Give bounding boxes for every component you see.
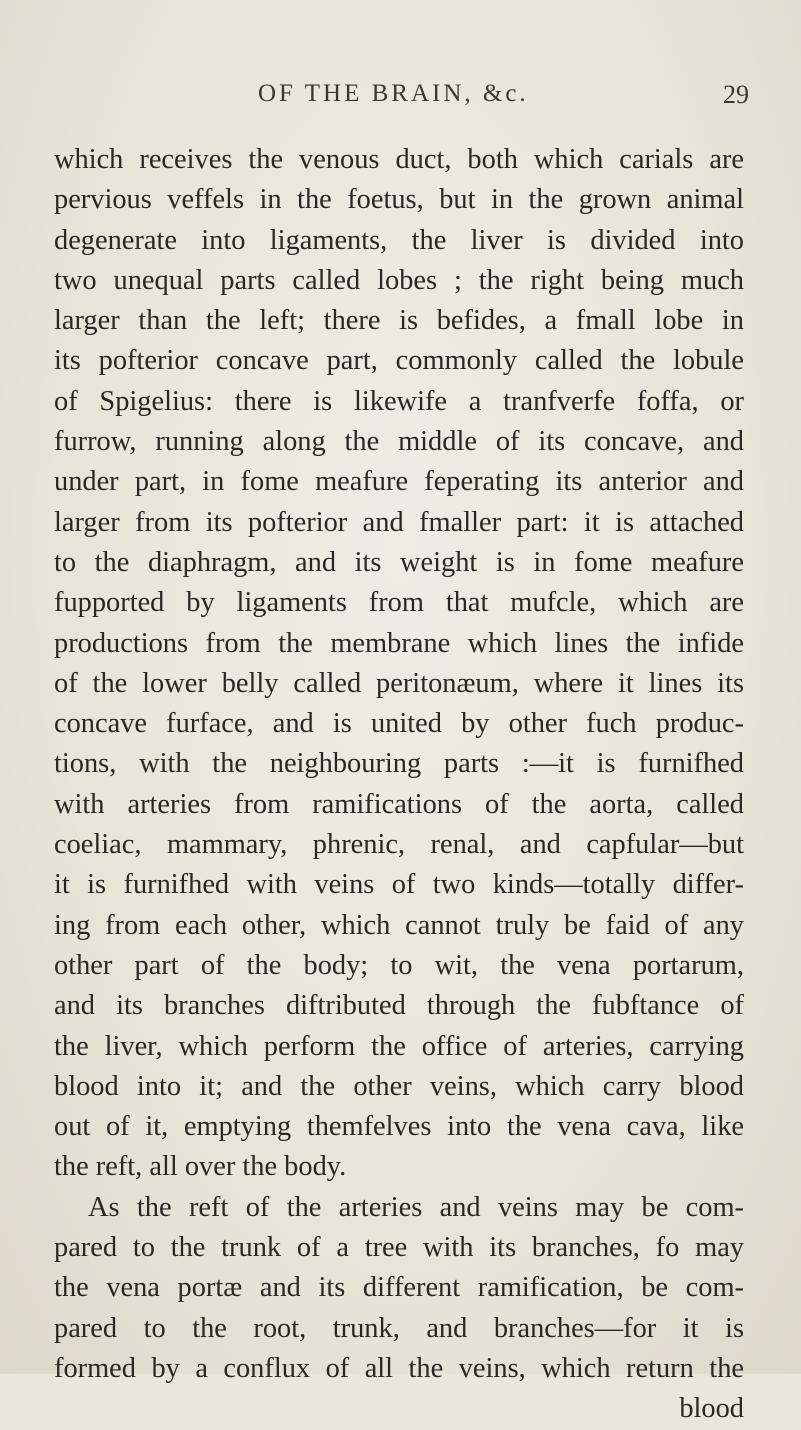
text-line: its pofterior concave part, commonly called the lobule xyxy=(54,345,744,377)
text-line: of Spigelius: there is likewife a tranfverfe foffa, or xyxy=(54,385,744,417)
text-line: which receives the venous duct, both which carials are xyxy=(54,144,744,175)
body-text xyxy=(54,140,744,1430)
text-line: other part of the body; to wit, the vena portarum, xyxy=(54,949,744,981)
text-line: coeliac, mammary, phrenic, renal, and capfular—but xyxy=(54,829,744,861)
text-line: As the reft of the arteries and veins may be com- xyxy=(88,1191,744,1223)
text-line: blood into it; and the other veins, which carry blood xyxy=(54,1070,744,1102)
text-line: of the lower belly called peritonæum, where it lines its xyxy=(54,667,744,699)
text-line: tions, with the neighbouring parts :—it is furnifhed xyxy=(54,748,744,780)
text-line: under part, in fome meafure feperating its anterior and xyxy=(54,466,744,498)
page-header xyxy=(258,80,749,120)
running-head: OF THE BRAIN, &c. xyxy=(258,80,529,107)
text-line: and its branches diftributed through the fubftance of xyxy=(54,990,744,1022)
text-line: pervious veffels in the foetus, but in the grown animal xyxy=(54,184,744,216)
text-line: pared to the root, trunk, and branches—for it is xyxy=(54,1312,744,1344)
text-line: pared to the trunk of a tree with its branches, fo may xyxy=(54,1232,744,1264)
text-line: to the diaphragm, and its weight is in fome meafure xyxy=(54,546,744,578)
text-line: degenerate into ligaments, the liver is divided into xyxy=(54,224,744,256)
text-line: with arteries from ramifications of the aorta, called xyxy=(54,788,744,820)
text-line: two unequal parts called lobes ; the right being much xyxy=(54,264,744,296)
text-line: fupported by ligaments from that mufcle, which are xyxy=(54,587,744,619)
text-line: it is furnifhed with veins of two kinds—totally differ- xyxy=(54,869,744,901)
text-line: ing from each other, which cannot truly be faid of any xyxy=(54,909,744,941)
text-line: the vena portæ and its different ramification, be com- xyxy=(54,1272,744,1304)
text-line: productions from the membrane which lines the infide xyxy=(54,627,744,659)
text-line: larger from its pofterior and fmaller part: it is attached xyxy=(54,506,744,538)
catchword: blood xyxy=(679,1393,744,1425)
text-line: furrow, running along the middle of its concave, and xyxy=(54,426,744,458)
text-line: formed by a conflux of all the veins, which return the xyxy=(54,1352,744,1384)
text-line: out of it, emptying themfelves into the vena cava, like xyxy=(54,1111,744,1143)
text-line: larger than the left; there is befides, a fmall lobe in xyxy=(54,305,744,337)
text-line: the reft, all over the body. xyxy=(54,1151,347,1183)
text-line: concave furface, and is united by other fuch produc- xyxy=(54,708,744,740)
text-line: the liver, which perform the office of arteries, carrying xyxy=(54,1030,744,1062)
page-number: 29 xyxy=(723,80,749,109)
